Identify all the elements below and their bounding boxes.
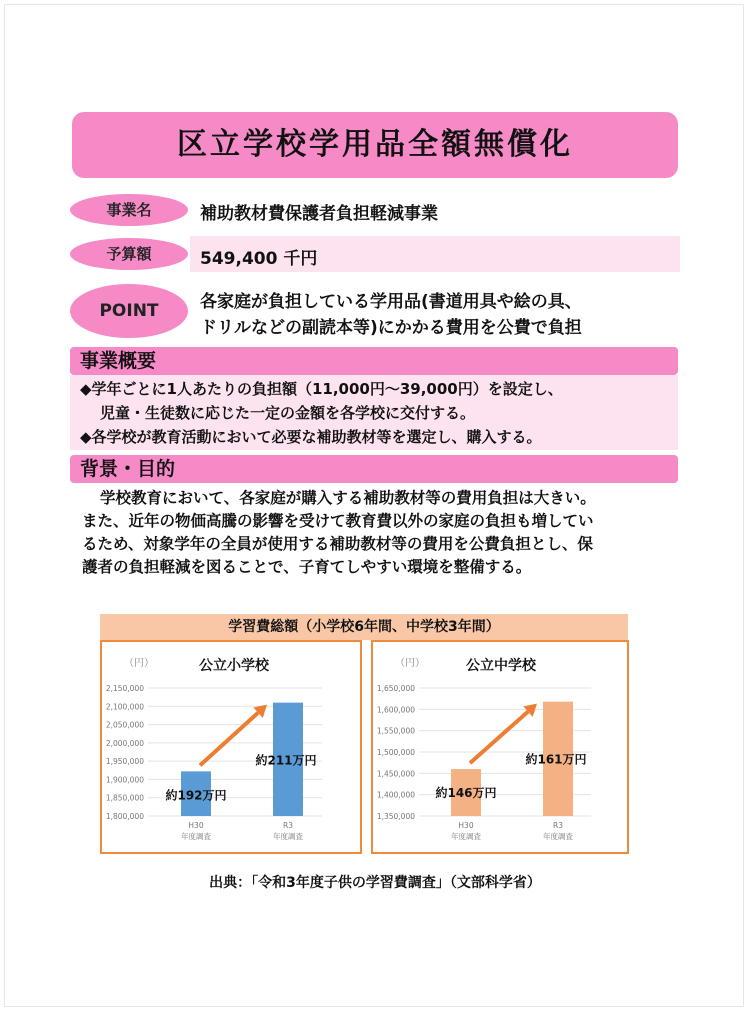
overview-line-2: 児童・生徒数に応じた一定の金額を各学校に交付する。 [100, 404, 476, 422]
chart-xtick-label: H30 [188, 821, 204, 830]
chart-data-label: 約211万円 [255, 753, 317, 768]
background-heading: 背景・目的 [70, 455, 678, 483]
point-row [70, 282, 680, 340]
background-line-4: 護者の負担軽減を図ることで、子育てしやすい環境を整備する。 [82, 558, 532, 576]
chart-ytick-label: 1,350,000 [376, 812, 415, 821]
chart-ytick-label: 2,150,000 [105, 684, 144, 693]
budget-label: 予算額 [70, 238, 188, 270]
overview-line-3: ◆各学校が教育活動において必要な補助教材等を選定し、購入する。 [80, 428, 542, 446]
chart-data-label: 約146万円 [435, 786, 497, 801]
budget-value: 549,400 千円 [200, 249, 318, 269]
budget-row [70, 236, 680, 272]
chart-header: 学習費総額（小学校6年間、中学校3年間） [100, 614, 628, 640]
chart-ytick-label: 1,950,000 [105, 757, 144, 767]
point-line-1: 各家庭が負担している学用品(書道用具や絵の具、 [200, 292, 582, 312]
chart-xtick-label: R3 [553, 821, 563, 830]
chart-title: 公立中学校 [466, 658, 536, 674]
chart-panel-junior-high [371, 640, 629, 854]
chart-ytick-label: 2,050,000 [105, 720, 144, 730]
chart-ytick-label: 2,000,000 [105, 738, 144, 748]
background-line-2: また、近年の物価高騰の影響を受けて教育費以外の家庭の負担も増してい [82, 512, 594, 530]
chart-ytick-label: 1,550,000 [376, 726, 415, 736]
point-line-2: ドリルなどの副読本等)にかかる費用を公費で負担 [200, 318, 582, 338]
chart-trend-arrow [200, 713, 258, 766]
chart-xtick-label: 年度調査 [273, 832, 303, 841]
chart-trend-arrow [470, 712, 528, 763]
chart-ytick-label: 1,600,000 [376, 705, 415, 715]
background-paragraph [82, 487, 682, 579]
chart-xtick-label: 年度調査 [543, 832, 573, 841]
chart-ytick-label: 1,400,000 [376, 790, 415, 800]
chart-data-label: 約192万円 [165, 788, 227, 803]
background-line-3: るため、対象学年の全員が使用する補助教材等の費用を公費負担とし、保 [82, 535, 593, 553]
project-name-label: 事業名 [70, 194, 188, 226]
project-name-row [70, 192, 680, 228]
page-title: 区立学校学用品全額無償化 [72, 112, 678, 178]
chart-ytick-label: 1,450,000 [376, 769, 415, 779]
overview-line-1: ◆学年ごとに1人あたりの負担額（11,000円～39,000円）を設定し、 [80, 380, 563, 398]
overview-heading: 事業概要 [70, 347, 678, 375]
chart-xtick-label: R3 [283, 821, 293, 830]
chart-panel-elementary [100, 640, 362, 854]
source-citation: 出典：「令和3年度子供の学習費調査」（文部科学省） [209, 875, 541, 891]
chart-title: 公立小学校 [199, 658, 269, 674]
project-name-value: 補助教材費保護者負担軽減事業 [200, 204, 438, 224]
chart-data-label: 約161万円 [525, 752, 587, 767]
chart-ylabel: （円） [124, 658, 154, 669]
chart-ytick-label: 1,800,000 [105, 812, 144, 821]
overview-body [70, 375, 678, 450]
chart-xtick-label: 年度調査 [451, 832, 481, 841]
point-label: POINT [70, 284, 188, 338]
background-line-1: 学校教育において、各家庭が購入する補助教材等の費用負担は大きい。 [100, 489, 596, 507]
chart-ytick-label: 1,900,000 [105, 775, 144, 785]
chart-xtick-label: 年度調査 [181, 832, 211, 841]
chart-elementary [102, 642, 360, 852]
chart-xtick-label: H30 [458, 821, 474, 830]
chart-ytick-label: 1,850,000 [105, 793, 144, 803]
chart-junior-high [373, 642, 627, 852]
chart-ytick-label: 1,500,000 [376, 748, 415, 757]
chart-ytick-label: 2,100,000 [105, 702, 144, 712]
chart-ytick-label: 1,650,000 [376, 684, 415, 693]
chart-ylabel: （円） [395, 658, 425, 669]
